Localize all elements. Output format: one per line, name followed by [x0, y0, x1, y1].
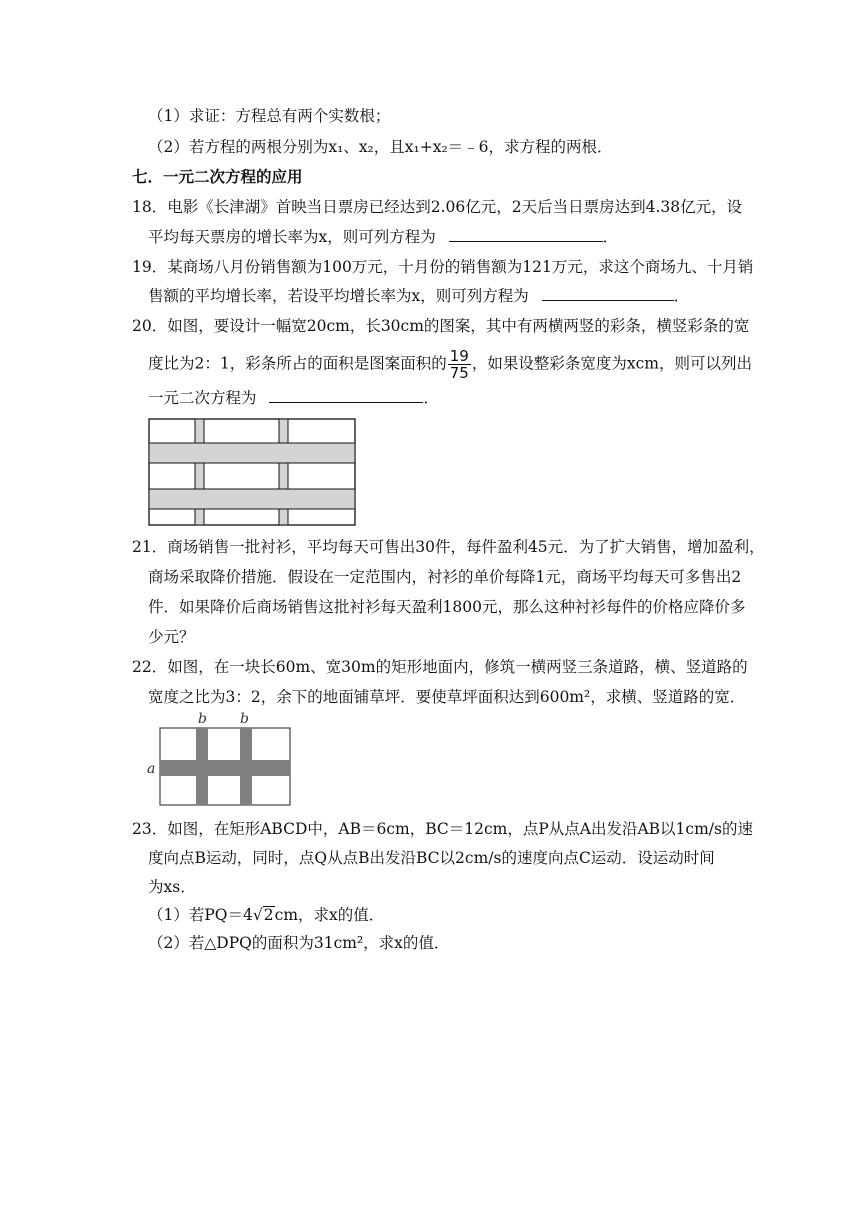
q20-period: ．: [423, 389, 439, 407]
q19-line2-text: 售额的平均增长率，若设平均增长率为x，则可列方程为: [148, 287, 529, 305]
q19-line1: 19．某商场八月份销售额为100万元，十月份的销售额为121万元，求这个商场九、十月销: [132, 258, 754, 276]
q18-period: ．: [602, 228, 619, 246]
q20-answer-blank[interactable]: [269, 388, 423, 403]
horizontal-stripe-1: [149, 443, 355, 463]
q17-part1: （1）求证：方程总有两个实数根；: [148, 107, 391, 125]
horizontal-road: [160, 760, 290, 776]
q22-line1: 22．如图，在一块长60m、宽30m的矩形地面内，修筑一横两竖三条道路，横、竖道路的: [132, 658, 748, 676]
q19-period: ．: [673, 287, 690, 305]
q23-part1-text-b: cm，求x的值．: [274, 906, 385, 924]
q19-line2: [148, 285, 689, 307]
q23-part2: （2）若△DPQ的面积为31cm²，求x的值．: [148, 934, 450, 952]
q17-part2: （2）若方程的两根分别为x₁、x₂，且x₁+x₂＝﹣6，求方程的两根．: [148, 138, 613, 156]
q23-radicand: 2: [263, 906, 274, 924]
q20-line3-text: 一元二次方程为: [148, 389, 257, 407]
q21-line1: 21．商场销售一批衬衫，平均每天可售出30件，每件盈利45元．为了扩大销售，增加盈利，: [132, 538, 765, 556]
label-b-right: b: [240, 711, 249, 727]
q18-line2: [148, 226, 618, 248]
fraction-denominator: 75: [449, 364, 469, 382]
q20-line2: [148, 348, 752, 381]
q20-line1: 20．如图，要设计一幅宽20cm，长30cm的图案，其中有两横两竖的彩条，横竖彩条的宽: [132, 317, 750, 335]
sqrt-sign-icon: √: [252, 906, 263, 924]
horizontal-stripe-2: [149, 489, 355, 509]
q22-line2: 宽度之比为3：2，余下的地面铺草坪．要使草坪面积达到600m²，求横、竖道路的宽．: [148, 688, 746, 706]
q20-line2-text: 度比为2：1，彩条所占的面积是图案面积的: [148, 354, 447, 373]
q21-line3: 件．如果降价后商场销售这批衬衫每天盈利1800元，那么这种衬衫每件的价格应降价多: [148, 598, 746, 616]
q23-part1-text: （1）若PQ＝4: [148, 906, 253, 924]
label-b-left: b: [198, 711, 207, 727]
q20-line3: [148, 387, 439, 409]
section-heading: 七．一元二次方程的应用: [132, 168, 303, 186]
q20-fraction: [448, 348, 471, 381]
q22-road-figure: [144, 708, 294, 808]
label-a: a: [147, 761, 156, 777]
q18-answer-blank[interactable]: [449, 227, 603, 242]
q20-stripe-figure: [148, 418, 358, 528]
q20-line2-text-b: ，如果设整彩条宽度为xcm，则可以列出: [471, 354, 752, 373]
q23-line3: 为xs．: [148, 878, 196, 896]
q23-line1: 23．如图，在矩形ABCD中，AB＝6cm，BC＝12cm，点P从点A出发沿AB以1cm/s的速: [132, 820, 753, 838]
fraction-numerator: 19: [449, 347, 469, 365]
q19-answer-blank[interactable]: [542, 286, 674, 301]
q21-line4: 少元？: [148, 628, 195, 646]
q21-line2: 商场采取降价措施．假设在一定范围内，衬衫的单价每降1元，商场平均每天可多售出2: [148, 568, 742, 586]
q23-line2: 度向点B运动，同时，点Q从点B出发沿BC以2cm/s的速度向点C运动．设运动时间: [148, 849, 715, 867]
q18-line2-text: 平均每天票房的增长率为x，则可列方程为: [148, 228, 436, 246]
q23-part1: [148, 904, 384, 926]
q18-line1: 18．电影《长津湖》首映当日票房已经达到2.06亿元，2天后当日票房达到4.38亿元，设: [132, 198, 743, 216]
